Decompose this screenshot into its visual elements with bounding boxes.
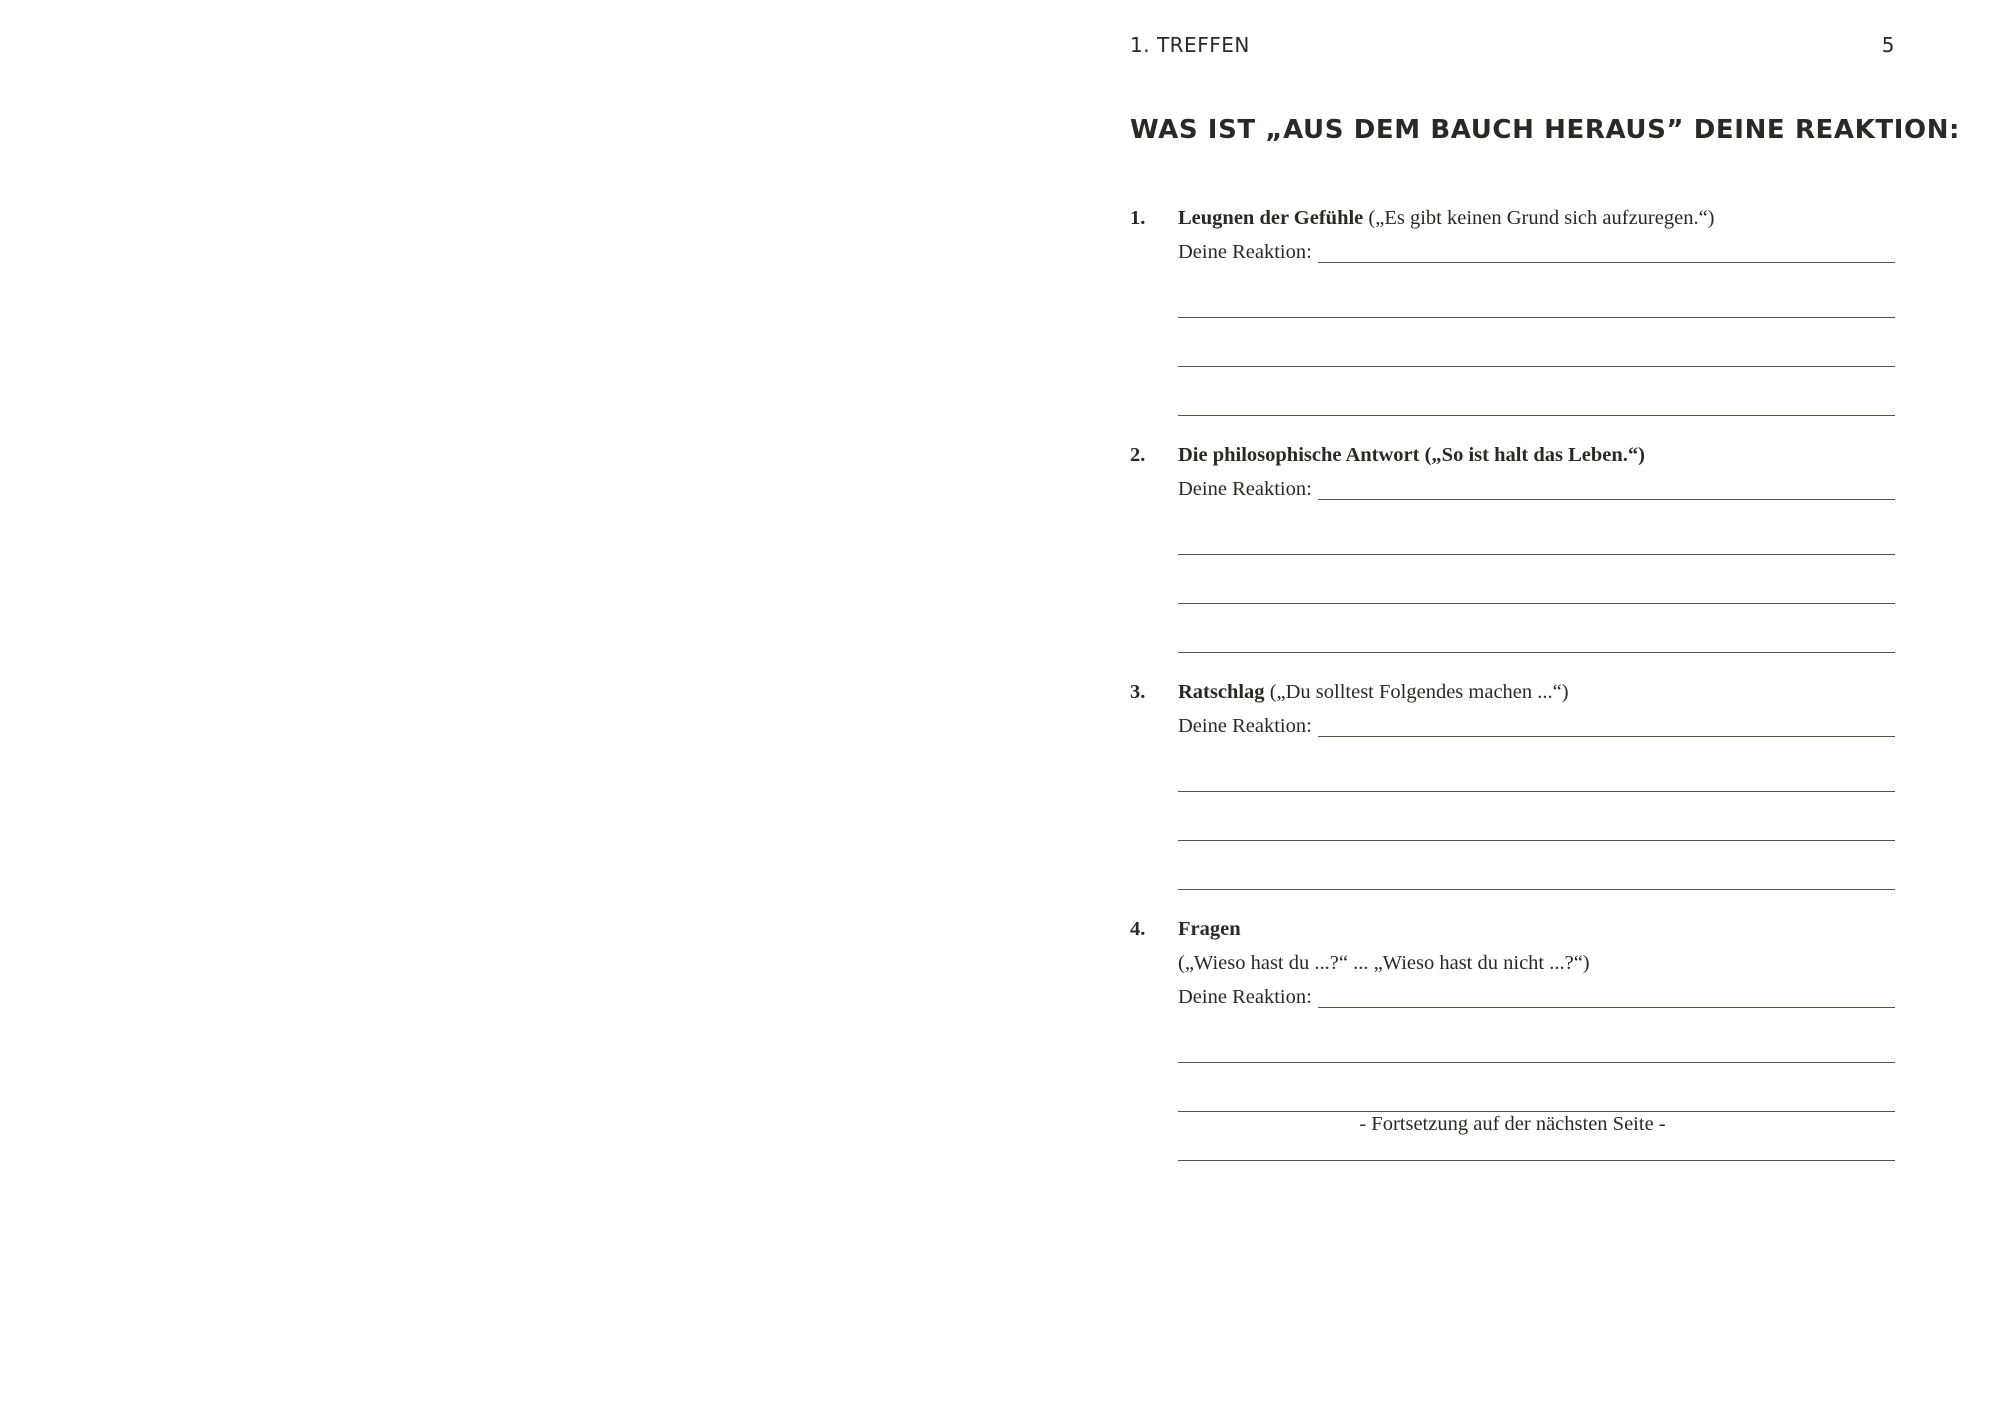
item-prompt — [1178, 201, 1895, 235]
section-title: 1. TREFFEN — [1130, 33, 1250, 57]
worksheet-heading: WAS IST „AUS DEM BAUCH HERAUS” DEINE REAKTION: — [1130, 115, 1961, 145]
page-number: 5 — [1881, 33, 1895, 57]
answer-line[interactable] — [1178, 841, 1895, 890]
item-quote: („Du solltest Folgendes machen ...“) — [1264, 681, 1569, 703]
item-title: Leugnen der Gefühle — [1178, 207, 1364, 229]
item-number: 1. — [1130, 207, 1146, 229]
item-number: 3. — [1130, 681, 1146, 703]
answer-line[interactable] — [1178, 367, 1895, 416]
item-quote: („Wieso hast du ...?“ ... „Wieso hast du nicht ...?“) — [1178, 952, 1590, 974]
list-item-philosophical — [1130, 438, 1895, 653]
answer-line[interactable] — [1178, 555, 1895, 604]
answer-line[interactable] — [1318, 736, 1895, 737]
reaction-row[interactable] — [1178, 980, 1895, 1014]
answer-line[interactable] — [1178, 743, 1895, 792]
answer-line[interactable] — [1318, 1007, 1895, 1008]
reaction-label: Deine Reaktion: — [1178, 478, 1312, 500]
item-prompt — [1178, 438, 1895, 472]
item-title: Die philosophische Antwort („So ist halt das Leben.“) — [1178, 444, 1646, 466]
list-item-advice — [1130, 675, 1895, 890]
item-prompt — [1178, 675, 1895, 709]
answer-line[interactable] — [1178, 792, 1895, 841]
worksheet-page — [1130, 0, 1961, 1414]
answer-line[interactable] — [1178, 604, 1895, 653]
reaction-row[interactable] — [1178, 235, 1895, 269]
reaction-row[interactable] — [1178, 472, 1895, 506]
answer-line[interactable] — [1178, 269, 1895, 318]
continuation-note: - Fortsetzung auf der nächsten Seite - — [1359, 1113, 1666, 1135]
response-list — [1130, 201, 1895, 1183]
item-title: Ratschlag — [1178, 681, 1265, 703]
answer-line[interactable] — [1178, 1063, 1895, 1112]
list-item-denial — [1130, 201, 1895, 416]
answer-line[interactable] — [1318, 262, 1895, 263]
item-number: 4. — [1130, 918, 1146, 940]
answer-line[interactable] — [1318, 499, 1895, 500]
answer-line[interactable] — [1178, 318, 1895, 367]
reaction-label: Deine Reaktion: — [1178, 241, 1312, 263]
answer-line[interactable] — [1178, 1014, 1895, 1063]
item-title: Fragen — [1178, 918, 1241, 940]
item-number: 2. — [1130, 444, 1146, 466]
running-head — [1130, 33, 1895, 63]
item-quote: („Es gibt keinen Grund sich aufzuregen.“) — [1363, 207, 1715, 229]
answer-line[interactable] — [1178, 506, 1895, 555]
reaction-row[interactable] — [1178, 709, 1895, 743]
reaction-label: Deine Reaktion: — [1178, 986, 1312, 1008]
reaction-label: Deine Reaktion: — [1178, 715, 1312, 737]
